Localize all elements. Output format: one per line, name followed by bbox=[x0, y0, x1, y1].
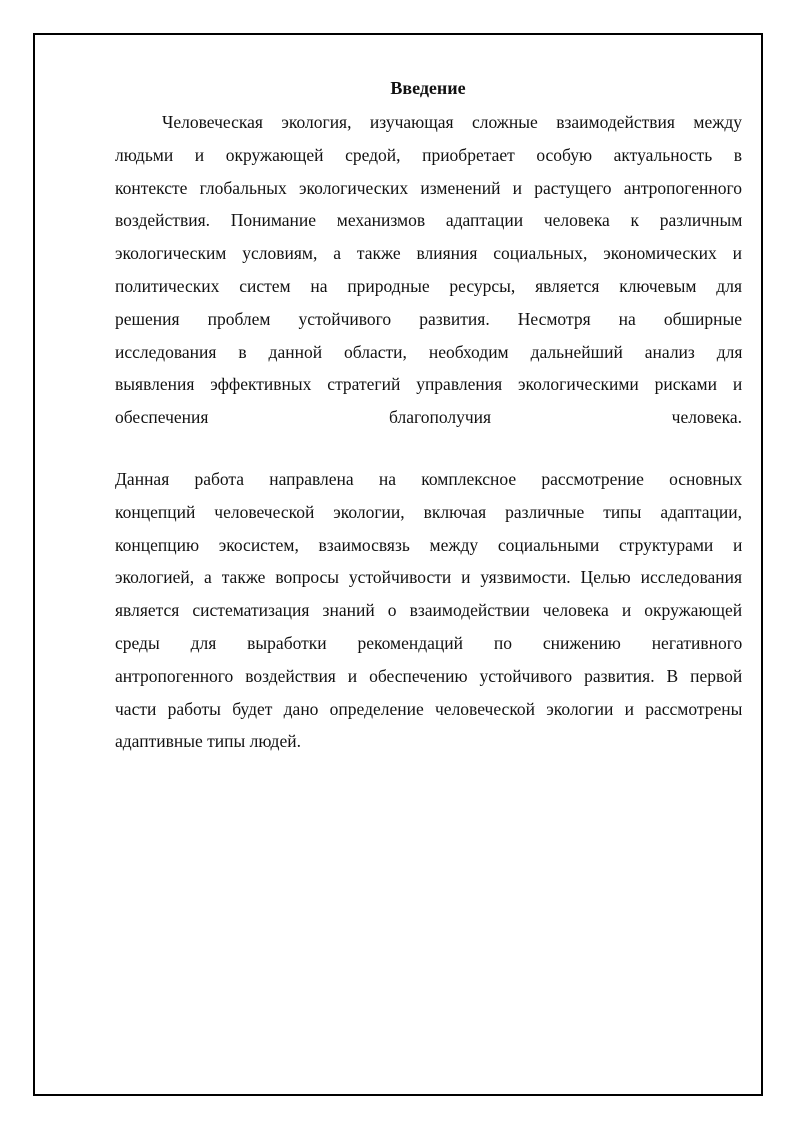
text-line: решения проблем устойчивого развития. Несмотря на обширные bbox=[115, 308, 742, 329]
introduction-paragraph-1 bbox=[115, 106, 742, 434]
introduction-paragraph-2 bbox=[115, 463, 742, 758]
text-line: адаптивные типы людей. bbox=[115, 731, 301, 752]
text-line: Человеческая экология, изучающая сложные взаимодействия между bbox=[162, 112, 742, 132]
text-line: среды для выработки рекомендаций по снижению негативного bbox=[115, 632, 743, 653]
text-line: части работы будет дано определение человеческой экологии и рассмотрены bbox=[115, 698, 743, 719]
text-line: контексте глобальных экологических изменений и растущего антропогенного bbox=[115, 177, 742, 198]
text-line: воздействия. Понимание механизмов адаптации человека к различным bbox=[115, 210, 743, 231]
text-line: исследования в данной области, необходим дальнейший анализ для bbox=[115, 341, 743, 362]
text-line: Данная работа направлена на комплексное рассмотрение основных bbox=[115, 469, 743, 489]
text-line: людьми и окружающей средой, приобретает особую актуальность в bbox=[115, 144, 742, 165]
text-line: концепций человеческой экологии, включая различные типы адаптации, bbox=[115, 501, 742, 522]
text-line: экологией, а также вопросы устойчивости и уязвимости. Целью исследования bbox=[115, 567, 743, 588]
text-line: политических систем на природные ресурсы, является ключевым для bbox=[115, 275, 742, 296]
text-line: обеспечения благополучия человека. bbox=[115, 407, 742, 428]
text-line: антропогенного воздействия и обеспечению устойчивого развития. В первой bbox=[115, 665, 743, 686]
text-line: является систематизация знаний о взаимодействии человека и окружающей bbox=[115, 600, 743, 621]
text-line: выявления эффективных стратегий управления экологическими рисками и bbox=[115, 374, 743, 395]
text-line: экологическим условиям, а также влияния социальных, экономических и bbox=[115, 243, 742, 264]
document-heading: Введение bbox=[390, 78, 466, 98]
text-line: концепцию экосистем, взаимосвязь между социальными структурами и bbox=[115, 534, 743, 555]
